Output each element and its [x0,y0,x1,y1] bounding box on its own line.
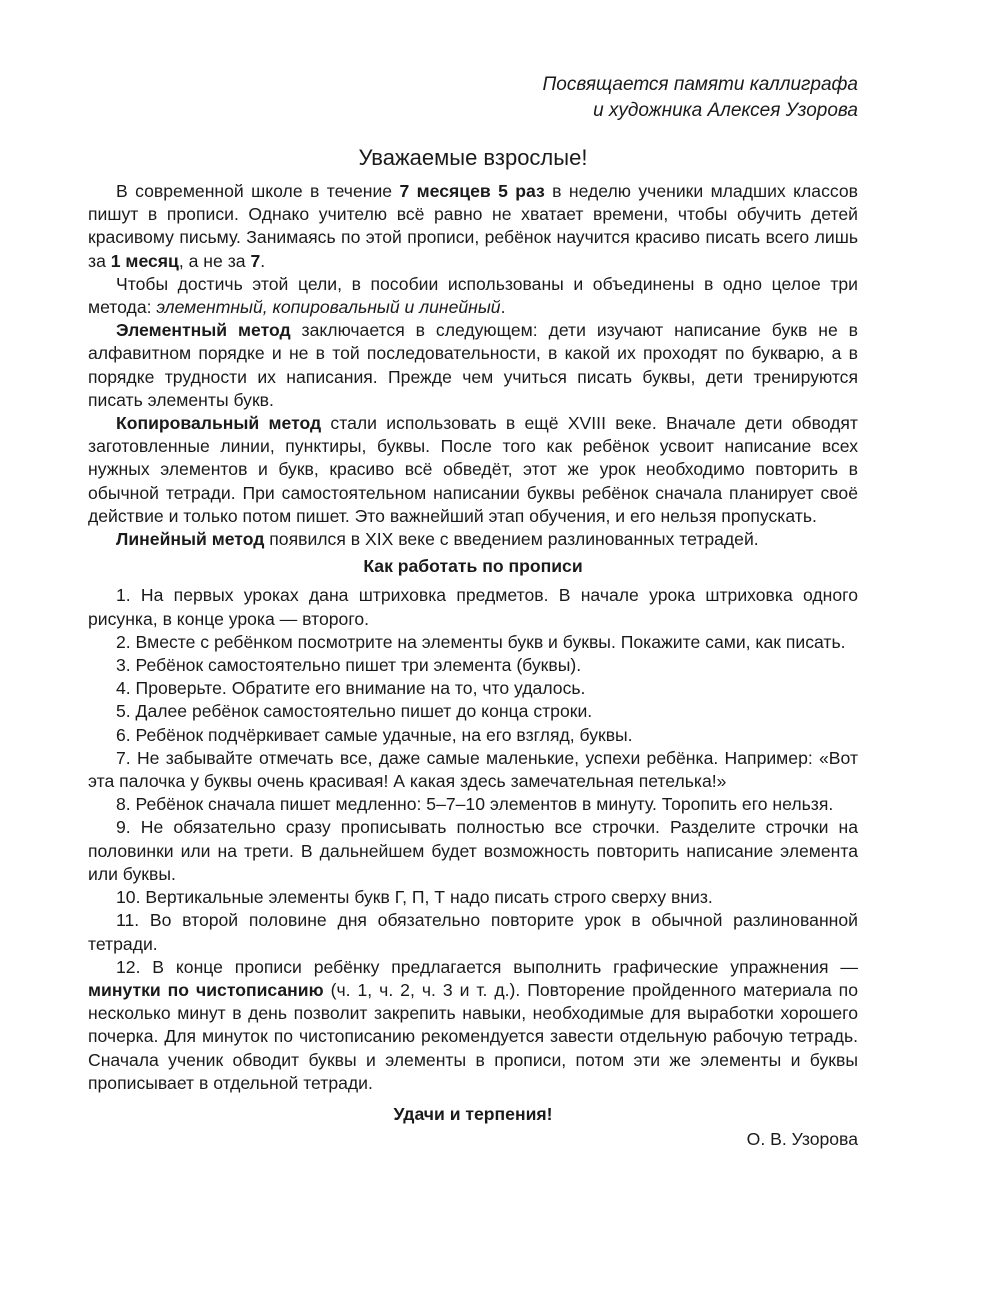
intro-paragraph-2 [88,273,858,319]
intro-text [88,180,858,551]
document-page [88,72,858,1151]
step-item: 1. На первых уроках дана штриховка предметов. В начале урока штриховка одного рисунка, в конце урока — второго. [88,585,858,629]
intro-paragraph-1 [88,180,858,273]
dedication [88,72,858,124]
page-title: Уважаемые взрослые! [358,145,588,170]
element-method-paragraph [88,319,858,412]
copy-method-paragraph [88,412,858,528]
step-item-12 [88,956,858,1095]
linear-method-paragraph [88,528,858,551]
step-item: 10. Вертикальные элементы букв Г, П, Т надо писать строго сверху вниз. [116,887,713,908]
step-item: 4. Проверьте. Обратите его внимание на то, что удалось. [116,678,586,699]
step-item: 5. Далее ребёнок самостоятельно пишет до конца строки. [116,701,593,722]
text-run: появился в XIX веке с введением разлинованных тетрадей. [264,529,759,550]
emphasis-seven: 7 [250,250,261,271]
closing-wish: Удачи и терпения! [393,1103,553,1124]
step-item: 2. Вместе с ребёнком посмотрите на элементы букв и буквы. Покажите сами, как писать. [116,631,846,652]
step-item: 3. Ребёнок самостоятельно пишет три элемента (буквы). [116,655,582,676]
section-heading: Как работать по прописи [363,556,583,577]
element-method-term: Элементный метод [116,320,291,341]
text-run: , а не за [178,250,251,271]
step-item: 7. Не забывайте отмечать все, даже самые маленькие, успехи ребёнка. Например: «Вот эта палочка у буквы очень красивая! А какая здесь замечательная петелька!» [88,747,858,792]
step-item: 11. Во второй половине дня обязательно повторите урок в обычной разлинованной тетради. [88,910,858,954]
step-item: 6. Ребёнок подчёркивает самые удачные, на его взгляд, буквы. [116,724,633,745]
text-run: Чтобы достичь этой цели, в пособии использованы и объединены в одно целое три метода: [88,273,858,318]
copy-method-term: Копировальный метод [116,413,322,434]
text-run: заключается в следующем: дети изучают написание букв не в алфавитном порядке и не в той последовательности, в какой их проходят по букварю, а в порядке трудности их написания. Прежде чем учиться писать буквы, дети тренируются писать элементы букв. [88,320,858,410]
dedication-line-1: Посвящается памяти каллиграфа [542,74,858,95]
text-run: (ч. 1, ч. 2, ч. 3 и т. д.). Повторение пройденного материала по несколько минут в день позволит закрепить навыки, необходимые для выработки хорошего почерка. Для минуток по чистописанию рекомендуется завести отдельную рабочую тетрадь. Сначала ученик обводит буквы и элементы в прописи, потом эти же элементы и буквы прописывает в отдельной тетради. [88,979,858,1093]
text-run: 12. В конце прописи ребёнку предлагается выполнить графические упражнения — [116,956,858,977]
text-run: . [260,250,266,271]
handwriting-minutes-term: минутки по чистописанию [88,979,324,1000]
text-run: в неделю ученики младших классов пишут в прописи. Однако учителю всё равно не хватает времени, чтобы обучить детей красивому письму. Занимаясь по этой прописи, ребёнок научится красиво писать всего лишь за [88,181,858,271]
step-item: 9. Не обязательно сразу прописывать полностью все строчки. Разделите строчки на половинки или на трети. В дальнейшем будет возможность повторить написание элемента или буквы. [88,817,858,884]
emphasis-months: 7 месяцев 5 раз [399,181,545,201]
dedication-line-2: и художника Алексея Узорова [593,100,858,121]
steps-list [88,584,858,1094]
text-run: В современной школе в течение [116,181,400,201]
emphasis-one-month: 1 месяц [110,250,179,271]
linear-method-term: Линейный метод [116,529,265,550]
methods-list: элементный, копировальный и линейный [156,297,501,318]
text-run: стали использовать в ещё XVIII веке. Вначале дети обводят заготовленные линии, пунктиры, буквы. После того как ребёнок усвоит написание всех нужных элементов и букв, красиво всё обведёт, этот же урок необходимо повторить в обычной тетради. При самостоятельном написании буквы ребёнок сначала планирует своё действие и только потом пишет. Это важнейший этап обучения, и его нельзя пропускать. [88,413,858,526]
author-signature: О. В. Узорова [746,1129,858,1150]
text-run: . [500,297,506,318]
step-item: 8. Ребёнок сначала пишет медленно: 5–7–10 элементов в минуту. Торопить его нельзя. [116,794,834,815]
